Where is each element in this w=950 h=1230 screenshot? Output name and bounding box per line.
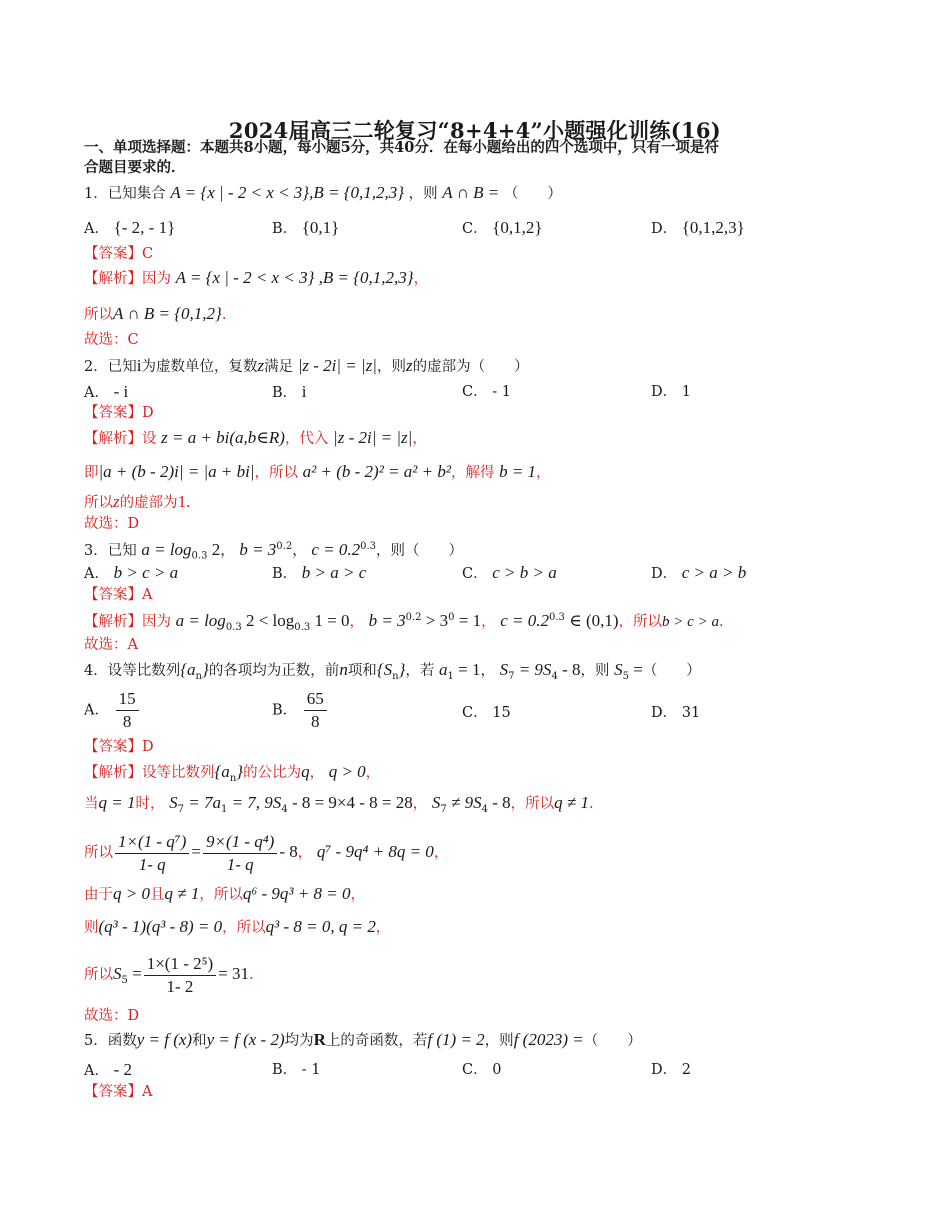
q4-analysis-4: 由于q > 0且q ≠ 1，所以q⁶ - 9q³ + 8 = 0，: [84, 884, 365, 903]
q5-option-b: B． - 1: [272, 1062, 321, 1078]
q3-analysis: 【解析】因为 $a = \log_{0.3} 2 < \log_{0.3} 1 = 0$， $b = 3^{0.2} > 3^0 = 1$， $c = 0.2^{0.3}$ ∈ (0,1)，所以b > c > a.: [84, 610, 724, 633]
q5-option-c: C． 0: [462, 1062, 502, 1078]
q1-option-d: D． {0,1,2,3}: [651, 218, 745, 237]
q4-analysis-2: 当q = 1时， $S_7 = 7a_1 = 7$, $9S_4 - 8 = 9\times 4 - 8 = 28$， $S_7 \ne 9S_4 - 8$，所以q ≠ 1.: [84, 793, 594, 815]
q2-choose: 故选：D: [84, 516, 140, 532]
q2-analysis-3: 所以z的虚部为1.: [84, 492, 191, 511]
question-5-stem: 5．函数y = f (x)和y = f (x - 2)均为R上的奇函数，若f (1) = 2，则f (2023) =（ ）: [84, 1030, 642, 1049]
q2-answer: 【答案】D: [84, 405, 154, 421]
q5-answer: 【答案】A: [84, 1084, 153, 1100]
q4-option-b: B． $\frac{65}{8}$: [272, 688, 329, 733]
q3-answer: 【答案】A: [84, 587, 153, 603]
q2-option-b: B． i: [272, 382, 307, 401]
q5-option-a: A． - 2: [84, 1060, 133, 1079]
q4-option-c: C． 15: [462, 705, 511, 721]
q2-option-c: C． - 1: [462, 384, 511, 400]
q1-analysis-2: 所以A ∩ B = {0,1,2}.: [84, 304, 227, 323]
page-title: 2024届高三二轮复习“8+4+4”小题强化训练(16): [228, 118, 722, 143]
q1-answer: 【答案】C: [84, 246, 154, 262]
q4-analysis-3: 所以 $\frac{\text{1×(1 - q⁷)}}{1- q}$ = $\frac{\text{9×(1 - q⁴)}}{1- q}$ - 8， q⁷ - 9q⁴ + 8q = 0，: [84, 831, 449, 874]
section-header: 一、单项选择题：本题共8小题，每小题5分，共40分．在每小题给出的四个选项中，只有一项是符: [84, 139, 719, 156]
q2-option-a: A． - i: [84, 382, 129, 401]
q1-choose: 故选：C: [84, 332, 139, 348]
q4-option-d: D． 31: [651, 705, 701, 721]
q2-analysis: 【解析】设 z = a + bi(a,b∈R)，代入 |z - 2i| = |z|，: [84, 428, 427, 447]
question-4-stem: 4．设等比数列$\{a_n\}$的各项均为正数，前n项和$\{S_n\}$，若 $a_1 = 1$， $S_7 = 9S_4 - 8$，则 $S_5$ =（ ）: [84, 660, 701, 682]
question-1-stem: 1．已知集合 A = {x | - 2 < x < 3},B = {0,1,2,3} ，则 A ∩ B = （ ）: [84, 183, 562, 202]
q2-option-d: D． 1: [651, 384, 691, 400]
q3-option-c: C． c > b > a: [462, 563, 557, 582]
q4-analysis-5: 则(q³ - 1)(q³ - 8) = 0，所以q³ - 8 = 0, q = 2，: [84, 917, 391, 936]
section-header-cont: 合题目要求的．: [84, 159, 186, 176]
q1-option-c: C． {0,1,2}: [462, 218, 543, 237]
q3-option-b: B． b > a > c: [272, 563, 367, 582]
q2-analysis-2: 即|a + (b - 2)i| = |a + bi|，所以 a² + (b - 2)² = a² + b²，解得 b = 1，: [84, 462, 551, 481]
q5-option-d: D． 2: [651, 1062, 691, 1078]
question-3-stem: 3．已知 $a = \log_{0.3} 2$， $b = 3^{0.2}$， $c = 0.2^{0.3}$，则（ ）: [84, 539, 463, 562]
q3-option-a: A． b > c > a: [84, 563, 179, 582]
q4-choose: 故选：D: [84, 1008, 140, 1024]
question-2-stem: 2．已知i为虚数单位，复数z满足 |z - 2i| = |z|，则z的虚部为（ ）: [84, 356, 529, 375]
q1-option-b: B． {0,1}: [272, 218, 340, 237]
q1-analysis: 【解析】因为 A = {x | - 2 < x < 3} ,B = {0,1,2,3}，: [84, 268, 429, 287]
q4-option-a: A． $\frac{15}{8}$: [84, 688, 141, 733]
q4-analysis: 【解析】设等比数列$\{a_n\}$的公比为q， q > 0，: [84, 762, 381, 784]
q4-analysis-6: 所以$S_5$ = $\frac{\text{1×(1 - 2⁵)}}{1- 2}$ = 31.: [84, 953, 254, 996]
q3-option-d: D． c > a > b: [651, 563, 747, 582]
q3-choose: 故选：A: [84, 637, 138, 653]
q1-option-a: A． {- 2, - 1}: [84, 218, 176, 237]
q4-answer: 【答案】D: [84, 739, 154, 755]
